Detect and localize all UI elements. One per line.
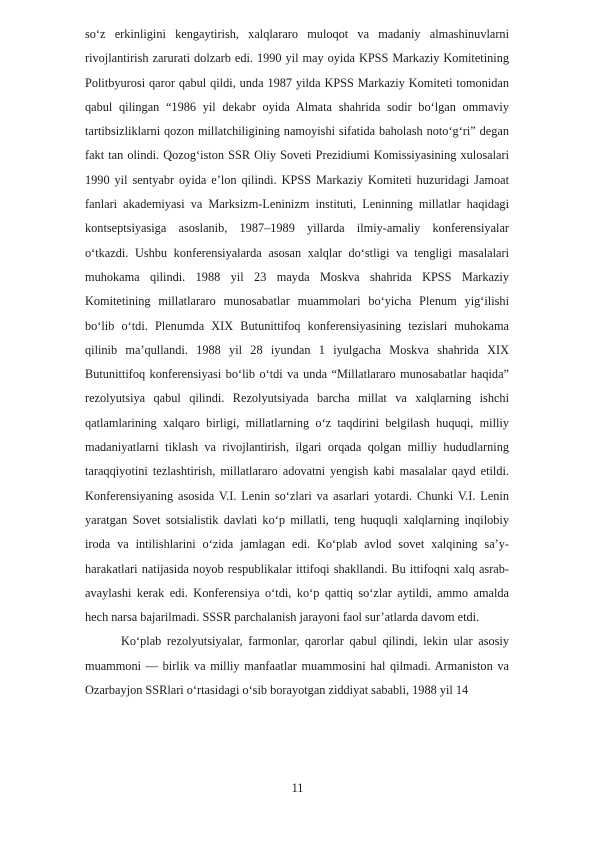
page-number: 11 — [291, 781, 304, 795]
body-paragraph: so‘z erkinligini kengaytirish, xalqlararo muloqot va madaniy almashinuvlarni rivojlantirish zarurati dolzarb edi. 1990 yil may oyida KPSS Markaziy Komitetining Politbyurosi qaror qabul qildi, unda 1987 yilda KPSS Markaziy Komiteti tomonidan qabul qilingan “1986 yil dekabr oyida Almata shahrida sodir bo‘lgan ommaviy tartibsizliklarni qozon millatchiligining namoyishi sifatida baholash noto‘g‘ri” degan fakt tan olindi. Qozog‘iston SSR Oliy Soveti Prezidiumi Komissiyasining xulosalari 1990 yil sentyabr oyida e’lon qilindi. KPSS Markaziy Komiteti huzuridagi Jamoat fanlari akademiyasi va Marksizm-Leninizm instituti, Leninning millatlar haqidagi kontseptsiyasiga asoslanib, 1987–1989 yillarda ilmiy-amaliy konferensiyalar o‘tkazdi. Ushbu konferensiyalarda asosan xalqlar do‘stligi va tengligi masalalari muhokama qilindi. 1988 yil 23 mayda Moskva shahrida KPSS Markaziy Komitetining millatlararo munosabatlar muammolari bo‘yicha Plenum yig‘ilishi bo‘lib o‘tdi. Plenumda XIX Butunittifoq konferensiyasining tezislari muhokama qilinib ma’qullandi. 1988 yil 28 iyundan 1 iyulgacha Moskva shahrida XIX Butunittifoq konferensiyasi bo‘lib o‘tdi va unda “Millatlararo munosabatlar haqida” rezolyutsiya qabul qilindi. Rezolyutsiyada barcha millat va xalqlarning ishchi qatlamlarining xalqaro birligi, millatlarning o‘z taqdirini belgilash huquqi, milliy madaniyatlarni tiklash va rivojlantirish, ilgari orqada qolgan milliy hududlarning taraqqiyotini tezlashtirish, millatlararo adovatni yengish kabi masalalar qayd etildi. Konferensiyaning asosida V.I. Lenin so‘zlari va asarlari yotardi. Chunki V.I. Lenin yaratgan Sovet sotsialistik davlati ko‘p millatli, teng huquqli xalqlarning inqilobiy iroda va intilishlarini o‘zida jamlagan edi. Ko‘plab avlod sovet xalqining sa’y-harakatlari natijasida noyob respublikalar ittifoqi shakllandi. Bu ittifoqni xalq asrab-avaylashi kerak edi. Konferensiya o‘tdi, ko‘p qattiq so‘zlar aytildi, ammo amalda hech narsa bajarilmadi. SSSR parchalanish jarayoni faol sur’atlarda davom etdi. — [85, 27, 509, 625]
body-paragraph: Ko‘plab rezolyutsiyalar, farmonlar, qarorlar qabul qilindi, lekin ular asosiy muammoni — birlik va milliy manfaatlar muammosini hal qilmadi. Armaniston va Ozarbayjon SSRlari o‘rtasidagi o‘sib borayotgan ziddiyat sababli, 1988 yil 14 — [85, 634, 509, 698]
document-body — [85, 22, 509, 702]
